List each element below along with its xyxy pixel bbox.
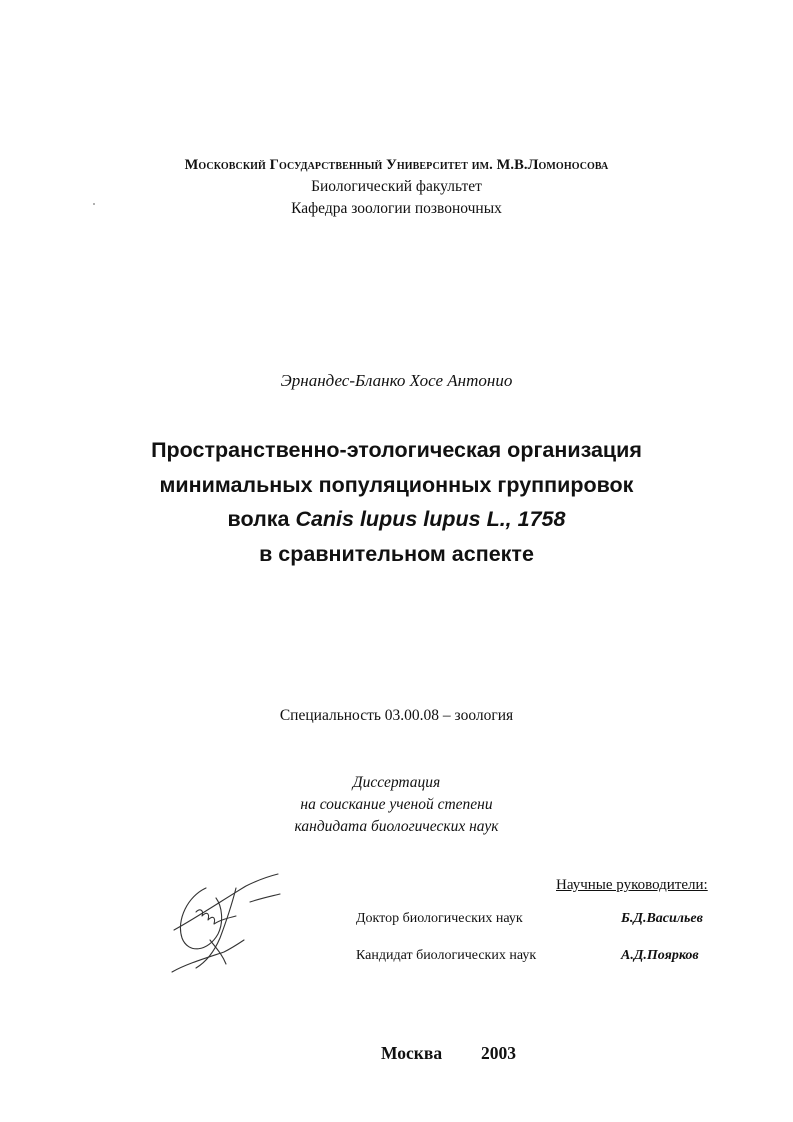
department-name: Кафедра зоологии позвоночных bbox=[291, 200, 502, 217]
dissertation-line-1: Диссертация bbox=[352, 774, 441, 791]
supervisor-degree: Доктор биологических наук bbox=[356, 911, 523, 926]
dissertation-statement bbox=[0, 772, 793, 838]
faculty-name: Биологический факультет bbox=[311, 178, 482, 195]
author-name: Эрнандес-Бланко Хосе Антонио bbox=[280, 371, 513, 390]
supervisor-row bbox=[356, 911, 726, 933]
supervisor-row bbox=[356, 948, 726, 970]
dissertation-line-2: на соискание ученой степени bbox=[300, 796, 493, 813]
title-line-2: минимальных популяционных группировок bbox=[159, 472, 634, 497]
city: Москва bbox=[381, 1043, 443, 1063]
university-name: Московский Государственный Университет им. М.В.Ломоносова bbox=[184, 157, 609, 173]
title-line-3-prefix: волка bbox=[227, 507, 290, 531]
title-line-4: в сравнительном аспекте bbox=[259, 541, 534, 566]
year: 2003 bbox=[481, 1043, 516, 1063]
supervisor-name: Б.Д.Васильев bbox=[621, 911, 703, 926]
title-line-3 bbox=[0, 502, 793, 537]
species-name: Canis lupus lupus L., 1758 bbox=[295, 507, 566, 531]
supervisor-name: А.Д.Поярков bbox=[621, 948, 699, 963]
specialty: Специальность 03.00.08 – зоология bbox=[279, 707, 514, 724]
title-line-1: Пространственно-этологическая организация bbox=[151, 438, 642, 462]
thesis-title bbox=[0, 433, 793, 571]
signature-image bbox=[166, 868, 284, 978]
dissertation-line-3: кандидата биологических наук bbox=[294, 818, 499, 835]
supervisor-degree: Кандидат биологических наук bbox=[356, 948, 537, 963]
supervisors-heading: Научные руководители: bbox=[556, 877, 708, 893]
